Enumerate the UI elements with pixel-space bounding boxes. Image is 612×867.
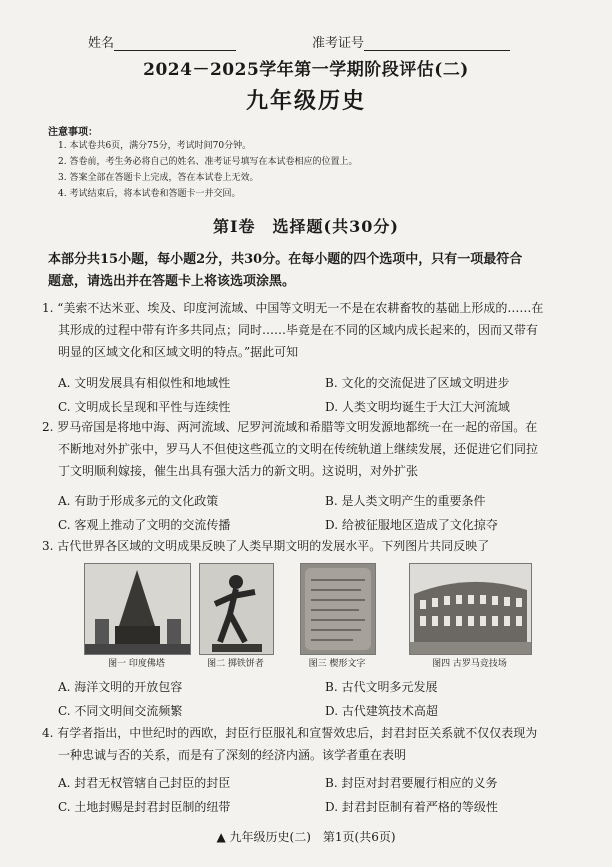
notice-item: 3. 答案全部在答题卡上完成，答在本试卷上无效。 [58,173,259,183]
q1-option-a[interactable]: A. 文明发展具有相似性和地域性 [58,376,231,390]
exam-number-underline [364,36,510,51]
q4-option-c[interactable]: C. 土地封赐是封君封臣制的纽带 [58,800,231,814]
q3-option-d[interactable]: D. 古代建筑技术高超 [325,704,438,718]
figure-2-image [199,563,272,653]
question-3 [42,535,582,557]
name-underline [114,36,236,51]
q2-option-a[interactable]: A. 有助于形成多元的文化政策 [58,494,219,508]
logo-icon: ▲ [216,830,226,844]
name-field [88,32,236,51]
discobolus-image [199,563,274,655]
q1-option-c[interactable]: C. 文明成长呈现和平性与连续性 [58,400,231,414]
section-intro [48,249,578,293]
question-1 [42,297,582,363]
figure-4-image [409,563,530,653]
intro-line: 题意，请选出并在答题卡上将该选项涂黑。 [48,274,296,289]
exam-title: 2024－2025学年第一学期阶段评估(二) [143,60,469,80]
figure-caption: 图三 楔形文字 [308,659,366,669]
question-2 [42,416,582,482]
question-line: 4. 有学者指出，中世纪时的西欧，封臣行臣服礼和宣誓效忠后，封君封臣关系就不仅仅表现为 [42,726,538,740]
question-line: 丁文明顺利嫁接，催生出具有强大活力的新文明。这说明，对外扩张 [58,464,419,478]
q4-option-a[interactable]: A. 封君无权管辖自己封臣的封臣 [58,776,231,790]
q3-option-c[interactable]: C. 不同文明间交流频繁 [58,704,183,718]
figure-caption: 图一 印度佛塔 [108,659,165,669]
question-line: 1. “美索不达米亚、埃及、印度河流域、中国等文明无一不是在农耕畜牧的基础上形成的……在 [42,301,544,315]
q1-option-d[interactable]: D. 人类文明均诞生于大江大河流域 [325,400,510,414]
q3-option-b[interactable]: B. 古代文明多元发展 [325,680,438,694]
exam-number-field [312,32,510,51]
q4-option-d[interactable]: D. 封君封臣制有着严格的等级性 [325,800,498,814]
question-line: 不断地对外扩张中，罗马人不但使这些孤立的文明在传统轨道上继续发展，还促进它们同拉 [58,442,539,456]
q2-option-b[interactable]: B. 是人类文明产生的重要条件 [325,494,486,508]
q4-option-b[interactable]: B. 封臣对封君要履行相应的义务 [325,776,498,790]
q2-option-d[interactable]: D. 给被征服地区造成了文化掠夺 [325,518,498,532]
question-line: 其形成的过程中带有许多共同点；同时……毕竟是在不同的区域内成长起来的，因而又带有 [58,323,539,337]
subject-title: 九年级历史 [245,88,366,114]
notice-list [58,138,357,202]
notice-item: 1. 本试卷共6页，满分75分，考试时间70分钟。 [58,141,252,151]
q1-option-b[interactable]: B. 文化的交流促进了区域文明进步 [325,376,510,390]
figure-3-image [300,563,374,653]
name-label: 姓名 [88,36,115,51]
intro-line: 本部分共15小题，每小题2分，共30分。在每小题的四个选项中，只有一项最符合 [48,252,523,267]
footer-text: 九年级历史(二) 第1页(共6页) [229,830,396,844]
notice-heading: 注意事项： [48,127,98,138]
figure-caption: 图二 掷铁饼者 [207,659,264,669]
page-footer [0,828,612,845]
question-line: 3. 古代世界各区域的文明成果反映了人类早期文明的发展水平。下列图片共同反映了 [42,539,490,553]
figure-caption: 图四 古罗马竞技场 [432,659,507,669]
colosseum-image [409,563,532,655]
cuneiform-tablet-image [300,563,376,655]
question-4 [42,722,582,766]
notice-item: 2. 答卷前，考生务必将自己的姓名、准考证号填写在本试卷相应的位置上。 [58,157,358,167]
exam-number-label: 准考证号 [312,36,365,51]
question-line: 明显的区域文化和区域文明的特点。”据此可知 [58,345,299,359]
pagoda-image [84,563,191,655]
figure-1-image [84,563,189,653]
q3-option-a[interactable]: A. 海洋文明的开放包容 [58,680,183,694]
q2-option-c[interactable]: C. 客观上推动了文明的交流传播 [58,518,231,532]
question-line: 一种忠诚与否的关系，而是有了深刻的经济内涵。该学者重在表明 [58,748,407,762]
section-title: 第Ⅰ卷 选择题(共30分) [213,217,399,236]
question-line: 2. 罗马帝国是将地中海、两河流域、尼罗河流域和希腊等文明发源地都统一在一起的帝国。在 [42,420,538,434]
notice-item: 4. 考试结束后，将本试卷和答题卡一并交回。 [58,189,241,199]
